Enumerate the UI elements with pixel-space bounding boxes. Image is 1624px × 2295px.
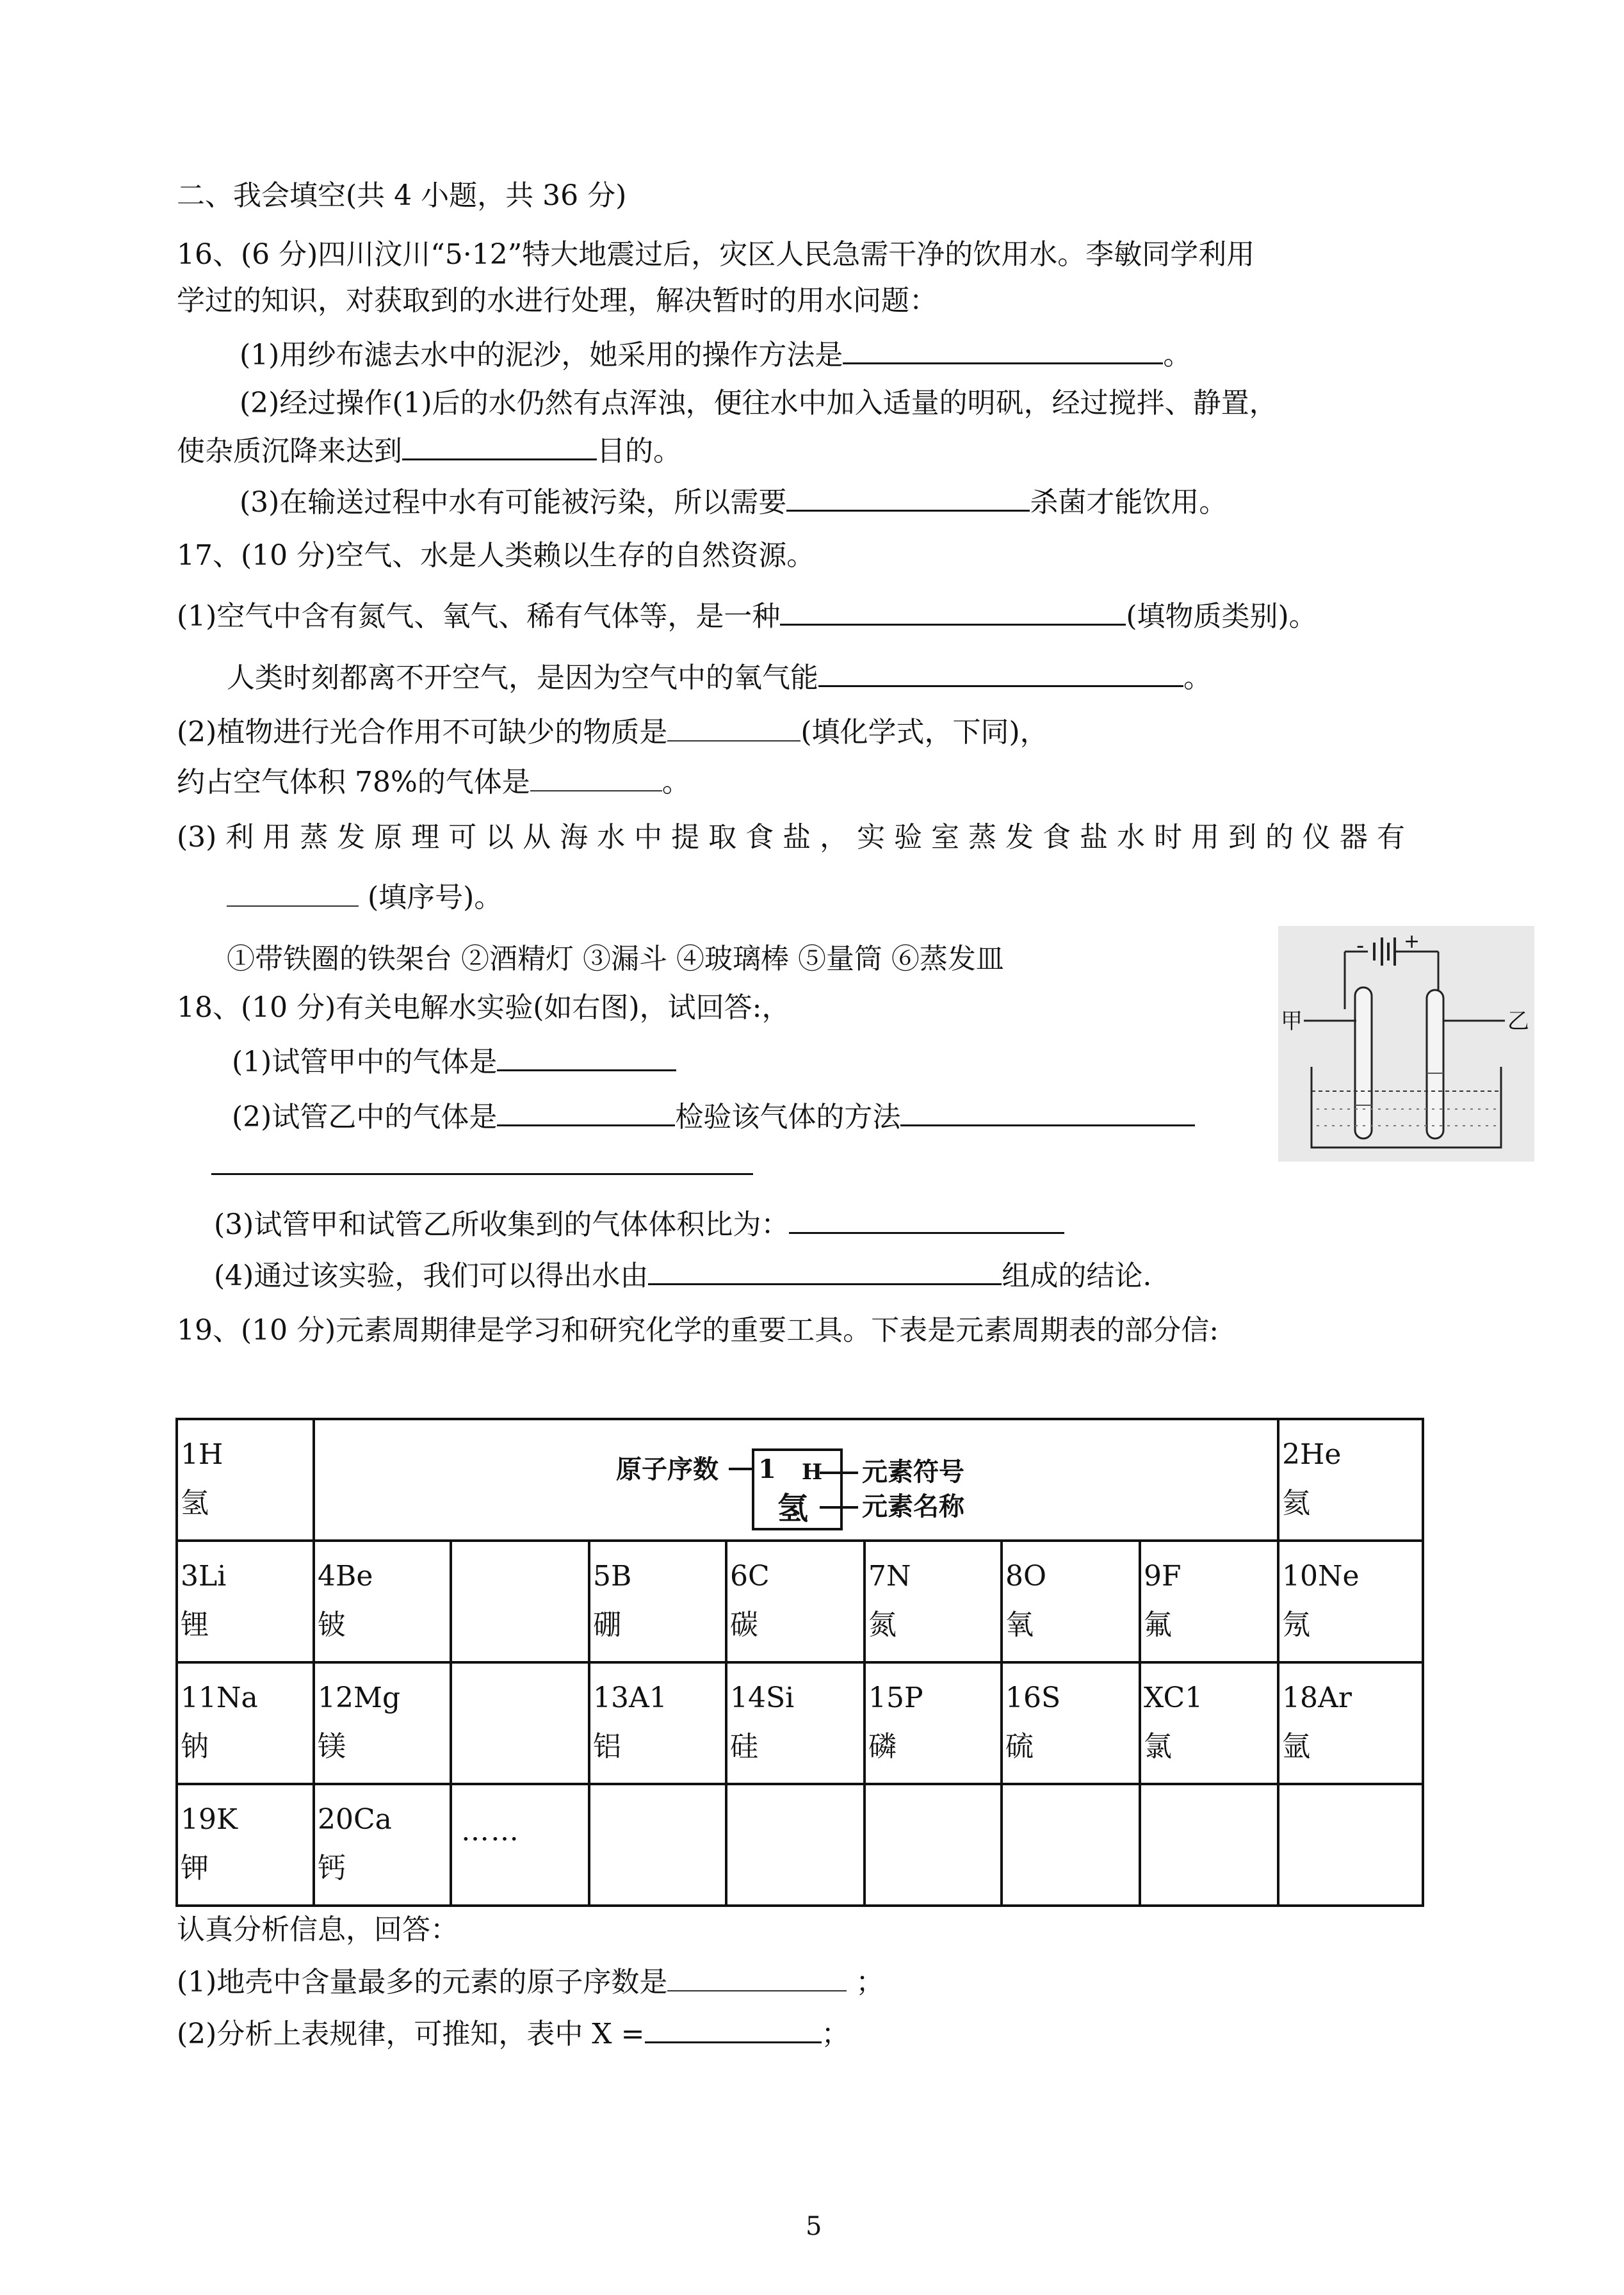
element-cell-empty bbox=[451, 1662, 589, 1784]
element-cell bbox=[865, 1541, 1002, 1662]
q17-part2-text: (2)植物进行光合作用不可缺少的物质是 bbox=[177, 716, 668, 749]
element-symbol: 13A1 bbox=[593, 1682, 667, 1714]
element-cell bbox=[177, 1662, 314, 1784]
q17-part3-end: (填序号)。 bbox=[368, 881, 503, 914]
test-tube-jia bbox=[1355, 987, 1372, 1139]
legend-example-name: 氢 bbox=[777, 1491, 809, 1527]
element-cell-H bbox=[177, 1419, 314, 1541]
element-cell bbox=[726, 1541, 865, 1662]
q16-stem-line2: 学过的知识，对获取到的水进行处理，解决暂时的用水问题： bbox=[177, 284, 938, 317]
element-cell-empty bbox=[589, 1784, 726, 1906]
element-name: 氯 bbox=[1144, 1730, 1172, 1763]
q16-part2-end: 目的。 bbox=[597, 435, 681, 467]
q18-part1-answer-blank[interactable] bbox=[497, 1041, 676, 1071]
element-cell bbox=[314, 1662, 451, 1784]
q19-part1-end: ； bbox=[856, 1966, 884, 1999]
ellipsis-cell bbox=[451, 1784, 589, 1906]
element-cell-empty bbox=[1140, 1784, 1278, 1906]
q16-part1-end: 。 bbox=[1163, 339, 1192, 371]
element-symbol: 7N bbox=[868, 1560, 911, 1593]
q18-part4 bbox=[214, 1255, 1151, 1295]
table-row bbox=[177, 1419, 1423, 1541]
q16-part3-text: (3)在输送过程中水有可能被污染，所以需要 bbox=[240, 486, 787, 519]
element-symbol: 14Si bbox=[730, 1682, 795, 1714]
element-symbol: 11Na bbox=[181, 1682, 258, 1714]
q17-stem: 17、(10 分)空气、水是人类赖以生存的自然资源。 bbox=[177, 539, 815, 572]
element-cell-empty bbox=[451, 1541, 589, 1662]
element-symbol: XC1 bbox=[1144, 1682, 1203, 1714]
element-name: 氧 bbox=[1005, 1609, 1034, 1641]
q19-stem: 19、(10 分)元素周期律是学习和研究化学的重要工具。下表是元素周期表的部分信: bbox=[177, 1314, 1219, 1347]
q16-part3-answer-blank[interactable] bbox=[786, 482, 1030, 512]
q16-part2-line2 bbox=[177, 430, 681, 471]
q17-part3-answer-blank[interactable] bbox=[227, 877, 359, 907]
element-cell-empty bbox=[1002, 1784, 1140, 1906]
element-cell bbox=[314, 1784, 451, 1906]
element-name: 钙 bbox=[318, 1852, 346, 1885]
element-symbol: 10Ne bbox=[1282, 1560, 1360, 1593]
element-cell bbox=[589, 1662, 726, 1784]
element-symbol: 16S bbox=[1005, 1682, 1061, 1714]
q18-part1-text: (1)试管甲中的气体是 bbox=[232, 1046, 498, 1078]
q19-part2 bbox=[177, 2013, 850, 2054]
q17-part2b bbox=[177, 762, 690, 802]
periodic-table bbox=[175, 1418, 1424, 1907]
q17-options: ①带铁圈的铁架台 ②酒精灯 ③漏斗 ④玻璃棒 ⑤量筒 ⑥蒸发皿 bbox=[227, 943, 1004, 975]
element-name: 氦 bbox=[1282, 1487, 1311, 1520]
element-symbol: 18Ar bbox=[1282, 1682, 1352, 1714]
q17-part1b-text: 人类时刻都离不开空气，是因为空气中的氧气能 bbox=[227, 661, 818, 694]
element-name: 氮 bbox=[868, 1609, 897, 1641]
label-yi: 乙 bbox=[1507, 1009, 1529, 1034]
legend-example-symbol: H bbox=[802, 1459, 823, 1485]
element-name: 磷 bbox=[868, 1730, 897, 1763]
q18-part2-gas-blank[interactable] bbox=[497, 1096, 675, 1126]
q17-part2-end: (填化学式，下同)， bbox=[800, 716, 1048, 749]
element-name: 铝 bbox=[593, 1730, 621, 1763]
q16-part2-answer-blank[interactable] bbox=[402, 430, 597, 460]
q16-part3 bbox=[240, 482, 1227, 522]
element-symbol: 19K bbox=[181, 1803, 238, 1836]
element-cell bbox=[1278, 1662, 1423, 1784]
q16-part1 bbox=[240, 334, 1191, 375]
q19-part1 bbox=[177, 1962, 884, 2002]
element-name: 钠 bbox=[181, 1730, 209, 1763]
element-symbol: 3Li bbox=[181, 1560, 227, 1593]
element-name: 硫 bbox=[1005, 1730, 1034, 1763]
q19-part2-end: ； bbox=[821, 2018, 850, 2050]
section-header: 二、我会填空(共 4 小题，共 36 分) bbox=[177, 179, 627, 212]
element-name: 氩 bbox=[1282, 1730, 1311, 1763]
q19-part1-answer-blank[interactable] bbox=[667, 1962, 847, 1991]
label-jia: 甲 bbox=[1281, 1009, 1303, 1034]
q18-part2-text: (2)试管乙中的气体是 bbox=[232, 1101, 498, 1133]
q18-part4-end: 组成的结论. bbox=[1002, 1260, 1152, 1292]
element-legend-diagram bbox=[616, 1438, 1026, 1534]
element-name: 氢 bbox=[181, 1487, 209, 1520]
table-row bbox=[177, 1784, 1423, 1906]
q19-part2-answer-blank[interactable] bbox=[645, 2013, 822, 2043]
q17-part2b-answer-blank[interactable] bbox=[530, 762, 662, 791]
element-cell-x bbox=[1140, 1662, 1278, 1784]
q18-part4-answer-blank[interactable] bbox=[648, 1255, 1002, 1285]
element-symbol: 4Be bbox=[318, 1560, 373, 1593]
element-name: 氟 bbox=[1144, 1609, 1172, 1641]
element-symbol: 5B bbox=[593, 1560, 632, 1593]
element-cell bbox=[177, 1541, 314, 1662]
legend-name-label: 元素名称 bbox=[862, 1491, 964, 1521]
q18-part4-text: (4)通过该实验，我们可以得出水由 bbox=[214, 1260, 649, 1292]
element-symbol: 12Mg bbox=[318, 1682, 401, 1714]
element-name: 硅 bbox=[730, 1730, 758, 1763]
element-cell bbox=[1140, 1541, 1278, 1662]
q19-instruction: 认真分析信息，回答： bbox=[177, 1913, 459, 1946]
q17-part2b-end: 。 bbox=[662, 766, 690, 799]
q19-part1-text: (1)地壳中含量最多的元素的原子序数是 bbox=[177, 1966, 668, 1999]
q17-part3-line2 bbox=[227, 877, 502, 917]
element-cell-empty bbox=[1278, 1784, 1423, 1906]
q18-part1 bbox=[232, 1041, 676, 1082]
q16-part2-line1: (2)经过操作(1)后的水仍然有点浑浊，便往水中加入适量的明矾，经过搅拌、静置， bbox=[240, 387, 1278, 419]
element-name: 碳 bbox=[730, 1609, 758, 1641]
element-symbol: 15P bbox=[868, 1682, 923, 1714]
legend-atomic-number-label: 原子序数 bbox=[616, 1454, 719, 1484]
element-cell bbox=[865, 1662, 1002, 1784]
element-cell-empty bbox=[865, 1784, 1002, 1906]
minus-label: - bbox=[1356, 933, 1365, 959]
element-cell bbox=[1278, 1541, 1423, 1662]
element-cell-empty bbox=[726, 1784, 865, 1906]
test-tube-yi bbox=[1427, 990, 1443, 1139]
q17-part2-answer-blank[interactable] bbox=[667, 712, 800, 742]
element-symbol: 2He bbox=[1282, 1438, 1342, 1471]
q18-part2-method-text: 检验该气体的方法 bbox=[675, 1101, 901, 1133]
page-number: 5 bbox=[806, 2212, 822, 2241]
q19-part2-text: (2)分析上表规律，可推知，表中 X = bbox=[177, 2018, 645, 2050]
plus-label: + bbox=[1404, 930, 1420, 953]
q18-part3-text: (3)试管甲和试管乙所收集到的气体体积比为： bbox=[214, 1208, 790, 1241]
q18-part2-method-blank-cont[interactable] bbox=[211, 1173, 753, 1175]
q18-part2 bbox=[232, 1096, 1195, 1137]
q17-part1 bbox=[177, 596, 1317, 636]
element-name: 锂 bbox=[181, 1609, 209, 1641]
q17-part2 bbox=[177, 712, 1048, 752]
element-cell bbox=[177, 1784, 314, 1906]
q17-part1-answer-blank[interactable] bbox=[780, 596, 1126, 626]
q18-part3-answer-blank[interactable] bbox=[789, 1204, 1064, 1234]
q17-part2b-text: 约占空气体积 78%的气体是 bbox=[177, 766, 530, 799]
element-symbol: 20Ca bbox=[318, 1803, 392, 1836]
table-row bbox=[177, 1541, 1423, 1662]
element-cell bbox=[314, 1541, 451, 1662]
q18-stem: 18、(10 分)有关电解水实验(如右图)，试回答:， bbox=[177, 991, 790, 1024]
element-cell bbox=[1002, 1662, 1140, 1784]
q17-part3-line1: (3) 利 用 蒸 发 原 理 可 以 从 海 水 中 提 取 食 盐 ， 实 验 室 蒸 发 食 盐 水 时 用 到 的 仪 器 有 bbox=[177, 821, 1405, 854]
q16-part1-text: (1)用纱布滤去水中的泥沙，她采用的操作方法是 bbox=[240, 339, 843, 371]
q17-part1b-answer-blank[interactable] bbox=[818, 657, 1183, 687]
element-symbol: 6C bbox=[730, 1560, 770, 1593]
q16-part3-end: 杀菌才能饮用。 bbox=[1030, 486, 1228, 519]
element-name: 镁 bbox=[318, 1730, 346, 1763]
table-row bbox=[177, 1662, 1423, 1784]
q16-part2-text: 使杂质沉降来达到 bbox=[177, 435, 402, 467]
q17-part1b bbox=[227, 657, 1212, 697]
q18-part3 bbox=[214, 1204, 1064, 1244]
ellipsis: …… bbox=[461, 1815, 520, 1847]
q16-stem-line1: 16、(6 分)四川汶川“5·12”特大地震过后，灾区人民急需干净的饮用水。李敏同学利用 bbox=[177, 238, 1255, 271]
element-symbol: 1H bbox=[181, 1438, 223, 1471]
element-symbol: 8O bbox=[1005, 1560, 1047, 1593]
q17-part1-text: (1)空气中含有氮气、氧气、稀有气体等，是一种 bbox=[177, 600, 781, 633]
element-cell-He bbox=[1278, 1419, 1423, 1541]
element-cell bbox=[726, 1662, 865, 1784]
legend-example-number: 1 bbox=[758, 1454, 776, 1484]
q17-part1b-end: 。 bbox=[1183, 661, 1212, 694]
element-cell bbox=[1002, 1541, 1140, 1662]
element-name: 铍 bbox=[318, 1609, 346, 1641]
element-name: 硼 bbox=[593, 1609, 621, 1641]
q16-part1-answer-blank[interactable] bbox=[843, 334, 1163, 364]
element-name: 氖 bbox=[1282, 1609, 1311, 1641]
element-name: 钾 bbox=[181, 1852, 209, 1885]
q18-part2-method-blank[interactable] bbox=[900, 1096, 1195, 1126]
element-cell bbox=[589, 1541, 726, 1662]
legend-cell bbox=[314, 1419, 1278, 1541]
q17-part1-end: (填物质类别)。 bbox=[1126, 600, 1317, 633]
electrolysis-apparatus-figure bbox=[1278, 926, 1534, 1162]
legend-symbol-label: 元素符号 bbox=[862, 1457, 964, 1487]
element-symbol: 9F bbox=[1144, 1560, 1181, 1593]
